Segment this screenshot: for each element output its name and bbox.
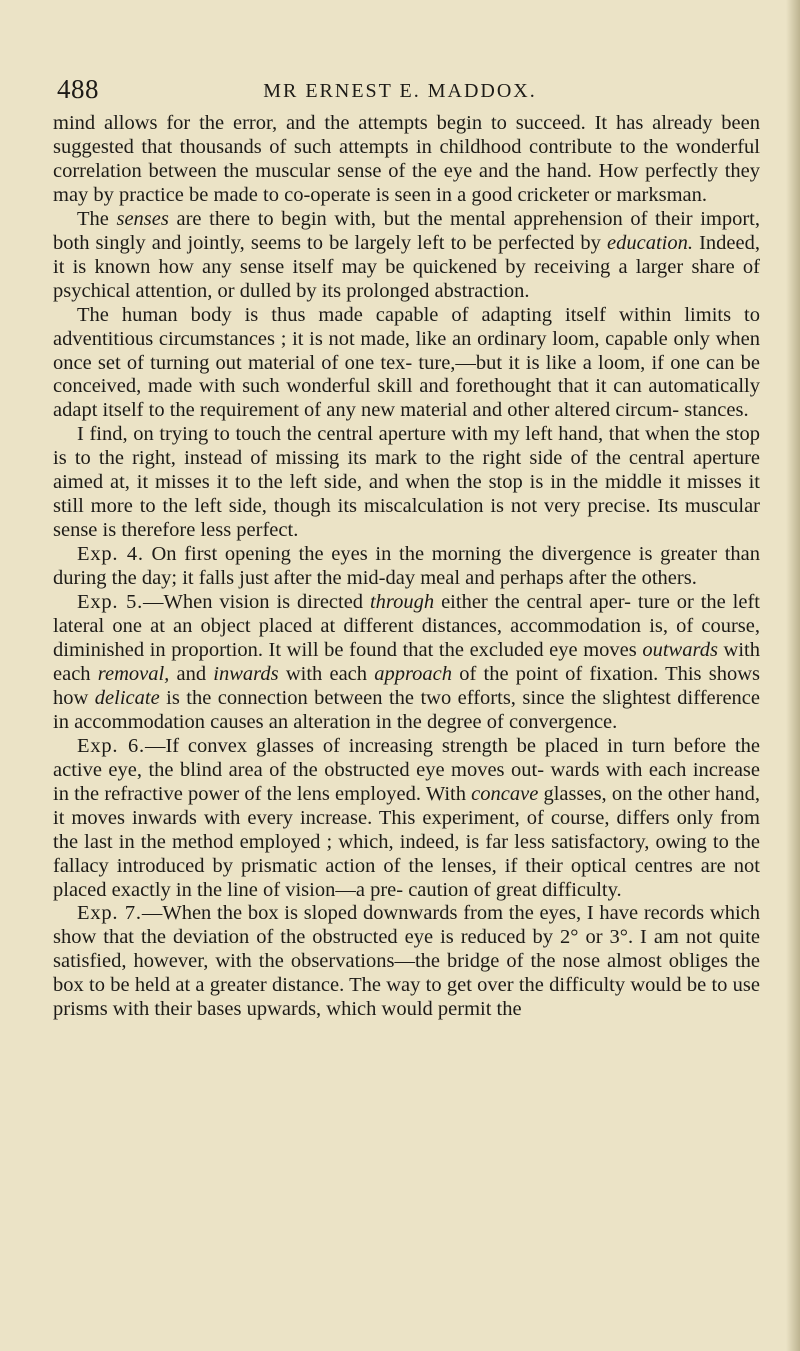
running-head: MR ERNEST E. MADDOX. [263,80,537,102]
text-run: The [77,207,117,230]
italic-text: removal, [97,662,170,685]
italic-text: through [369,591,435,614]
italic-text: outwards [642,638,718,661]
text-run: and [169,662,214,685]
page-number: 488 [57,74,99,104]
paragraph [53,591,760,735]
paragraph [53,735,760,903]
text-run: are there to begin with, but the mental apprehension of their import, both singly and jointly, seems to be largely left to be perfected by [53,207,760,254]
text-run: with each [278,662,375,685]
experiment-label: Exp. 5. [77,591,144,614]
experiment-label: Exp. 6. [77,734,145,757]
text-run: On first opening the eyes in the morning the divergence is greater than during the day; it falls just after the mid-day meal and perhaps after the others. [53,543,760,590]
italic-text: senses [116,207,169,230]
text-run: —If convex glasses of increasing strength be placed in turn before the active eye, the blind area of the obstructed eye moves out- wards with each increase in the refractive power of the lens employed. With [53,734,761,805]
italic-text: inwards [213,662,279,685]
italic-text: approach [374,662,453,685]
paragraph [53,902,760,1022]
paragraph [53,304,760,424]
experiment-label: Exp. 4. [77,543,144,566]
text-run: I find, on trying to touch the central aperture with my left hand, that when the stop is to the right, instead of missing its mark to the right side of the central aperture aimed at, it misses it to the left side, and when the stop is in the middle it misses it still more to the left side, though its miscalculation is not very precise. Its muscular sense is therefore less perfect. [53,423,760,542]
text-run: glasses, on the other hand, it moves inwards with every increase. This experiment, of course, differs only from the last in the method employed ; which, indeed, is far less satisfactory, owing to the fallacy introduced by prismatic action of the lenses, if their optical centres are not placed exactly in the line of vision—a pre- caution of great difficulty. [53,782,760,901]
page-edge-shadow [786,0,800,1351]
text-run: —When vision is directed [143,591,370,614]
text-run: mind allows for the error, and the attempts begin to succeed. It has already been suggested that thousands of such attempts in childhood contribute to the wonderful correlation between the muscular sense of the eye and the hand. How perfectly they may by practice be made to co-operate is seen in a good cricketer or marksman. [53,112,760,206]
paragraph [53,208,760,304]
paragraph [53,543,760,591]
text-run: The human body is thus made capable of adapting itself within limits to adventitious circumstances ; it is not made, like an ordinary loom, capable only when once set of turning out material of one tex- ture,—but it is like a loom, if one can be conceived, made with such wonderful skill and forethought that it can automatically adapt itself to the requirement of any new material and other altered circum- stances. [53,303,760,422]
italic-text: delicate [94,686,160,709]
paragraph [53,112,760,208]
italic-text: education. [607,231,693,254]
body-text [53,112,760,1022]
text-run: of the point of fixation. This shows how [53,662,760,709]
italic-text: concave [471,782,539,805]
text-run: either the central aper- ture or the left lateral one at an object placed at different distances, accommodation is, of course, diminished in proportion. It will be found that the excluded eye moves [53,591,760,661]
text-run: —When the box is sloped downwards from the eyes, I have records which show that the deviation of the obstructed eye is reduced by 2° or 3°. I am not quite satisfied, however, with the observations—the bridge of the nose almost obliges the box to be held at a greater distance. The way to get over the difficulty would be to use prisms with their bases upwards, which would permit the [53,902,760,1021]
text-run: Indeed, it is known how any sense itself may be quickened by receiving a larger share of psychical attention, or dulled by its prolonged abstraction. [53,231,760,302]
paragraph [53,423,760,543]
experiment-label: Exp. 7. [77,902,142,925]
text-run: with each [53,638,760,685]
text-run: is the connection between the two efforts, since the slightest difference in accommodation causes an alteration in the degree of convergence. [53,686,760,733]
